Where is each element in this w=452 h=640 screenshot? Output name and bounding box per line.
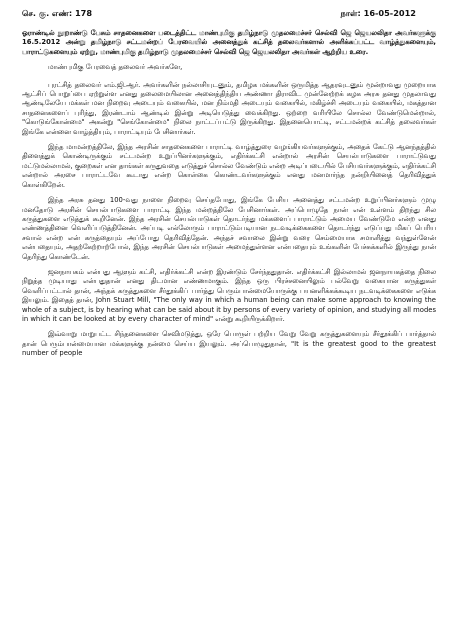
salutation: மாண்புமிகு பேரவைத் தலைவர் அவர்களே,	[48, 63, 183, 72]
body-paragraph: இந்த அரசு தனது 100-வது நாளை நிறைவு செய்தபோது, இங்கே பேசிய அனைத்து சட்டமன்ற உறுப்பினர்களும் முழு மனதோடு அரசின் செயல்பாடுகளை பாராட்டி இந்த மன்றத்திலே பேசினார்கள். அப்பொழுதே நான் என் உள்ளம் திறந்து சில கருத்துகளை எடுத்துக் கூறினேன். இந்த அரசின் செயல்பாடுகள் தொடர்ந்து மக்களைப் பாராட்டும் அமைய வேண்டுமே என்ற எனது எண்ணத்தினை வெளிப்படுத்தினேன். அப்படி எல்லோரும் பாராட்டும்படியான நடவடிக்கைகளை தொடர்ந்து எடுப்பது மிகப் பெரிய சவால் என்ற என் கருத்தையும் அப்போது தெரிவித்தேன். அந்தச் சவாலை இன்று வரை செம்மையாக சமாளித்து வந்துள்ளேன் என்பதையும், அதற்கேற்றாற்போல், இந்த அரசின் செயல்பாடுகள் அமைந்துள்ளன என்பதையும் உங்களின் பேச்சுக்களில் இருந்து நான் தெரிந்து கொண்டேன்.	[22, 196, 436, 261]
body-paragraph: இந்த மாமன்றத்திலே, இந்த அரசின் சாதனைகளை பாராட்டி வாழ்த்துரை வழங்கியவர்களுக்கும், அதைக் கேட்டு ஆனந்தத்தில் திளைத்துக் கொண்டிருக்கும் சட்டமன்ற உறுப்பினர்களுக்கும், எதிர்க்கட்சி என்றால் அரசின் செயல்பாடுகளை பாராட்டுவது மட்டுமல்லாமல், குறைகள் என தாங்கள் கருதுவதை எடுத்துச் சொல்ல வேண்டும் என்ற அடிப்படையில் பேசியவர்களுக்கும், எதிர்க்கட்சி என்றால் அரசை பாராட்டவே கூடாது என்ற கொள்கை கொண்டவர்களுக்கும் எனது மனமார்ந்த நன்றியினைத் தெரிவித்துக் கொள்கிறேன்.	[22, 143, 436, 189]
body-paragraph: இவ்வாறு மாறுபட்ட சிந்தனைகளை செவிமடுத்து, ஒரே பொருள் பற்றிய வேறு வேறு கருத்துகளையும் சீர்தூக்கிப் பார்த்தால் தான் பெரும்பான்மையான மக்களுக்கு நன்மை செய்ய இயலும். அப்பொழுதுதான், "It is the greatest good to the greatest number of people	[22, 330, 436, 358]
body-paragraph: ஜனநாயகம் என்பது ஆளும் கட்சி, எதிர்க்கட்சி என்ற இரண்டும் சேர்ந்ததுதான். எதிர்க்கட்சி இல்லாமல் ஜனநாயகத்தை நிலை நிறுத்த முடியாது என்பதுதான் எனது திடமான எண்ணமாகும். இந்த ஒரு பிரச்சனையிலும் பல்வேறு வகையான கருத்துகள் வெளிப்பட்டால் தான், அந்தக் கருத்துகளை சீர்தூக்கிப் பார்த்து பெரும்பான்மையோருக்கு பயனளிக்கக்கூடிய நடவடிக்கைகளை எடுக்க இயலும். இதைத் தான், John Stuart Mill, "The only way in which a human being can make some approach to knowing the whole of a subject, is by hearing what can be said about it by persons of every variety of opinion, and studying all modes in which it can be looked at by every character of mind" என்று கூறியிருக்கிறார்.	[22, 267, 436, 323]
document-header	[22, 8, 436, 20]
body-paragraph: புரட்சித் தலைவர் எம்.ஜி.ஆர். அவர்களின் நல்லாசியுடனும், தமிழக மக்களின் ஒருமித்த ஆதரவுடனும் மூன்றாவது முறையாக ஆட்சிப் பொறுப்பை ஏற்றுள்ள எனது தலைமையிலான அனைத்திந்திய அண்ணா திராவிட முன்னேற்றக் கழக அரசு தனது முதலாவது ஆண்டிலேயே மக்கள் மன நிறைவு அடையும் வகையில், மன நிம்மதி அடையும் வகையில், மகிழ்ச்சி அடையும் வகையில், மகத்தான சாதனைகளைப் புரிந்து, இரண்டாம் ஆண்டில் இன்று அடியெடுத்து வைக்கிறது. ஒற்றை வரியிலே சொல்ல வேண்டுமென்றால், "கொடுங்கோன்மை" அகன்று "செங்கோன்மை" நிலை நாட்டப்பட்டு இருக்கிறது. இதனையொட்டி, சட்டமன்றக் கட்சித் தலைவர்கள் இங்கே என்னை வாழ்த்தியும், பாராட்டியும் பேசினார்கள்.	[22, 80, 436, 136]
release-date: நாள்: 16-05-2012	[340, 8, 416, 18]
release-number: செ. கு. எண்: 178	[22, 8, 93, 18]
intro-paragraph: ஓராண்டில் நூறாண்டு பேசும் சாதனைகளை படைத்திட்ட மாண்புமிகு தமிழ்நாடு முதலமைச்சர் செல்வி ஜெ ஜெயலலிதா அவர்களுக்கு 16.5.2012 அன்று தமிழ்நாடு சட்டமன்றப் பேரவையில் அனைத்துக் கட்சித் தலைவர்களால் அளிக்கப்பட்ட வாழ்த்துகளையும், பாராட்டுகளையும் ஏற்று, மாண்புமிகு தமிழ்நாடு முதலமைச்சர் செல்வி ஜெ ஜெயலலிதா அவர்கள் ஆற்றிய உரை.	[22, 29, 436, 56]
